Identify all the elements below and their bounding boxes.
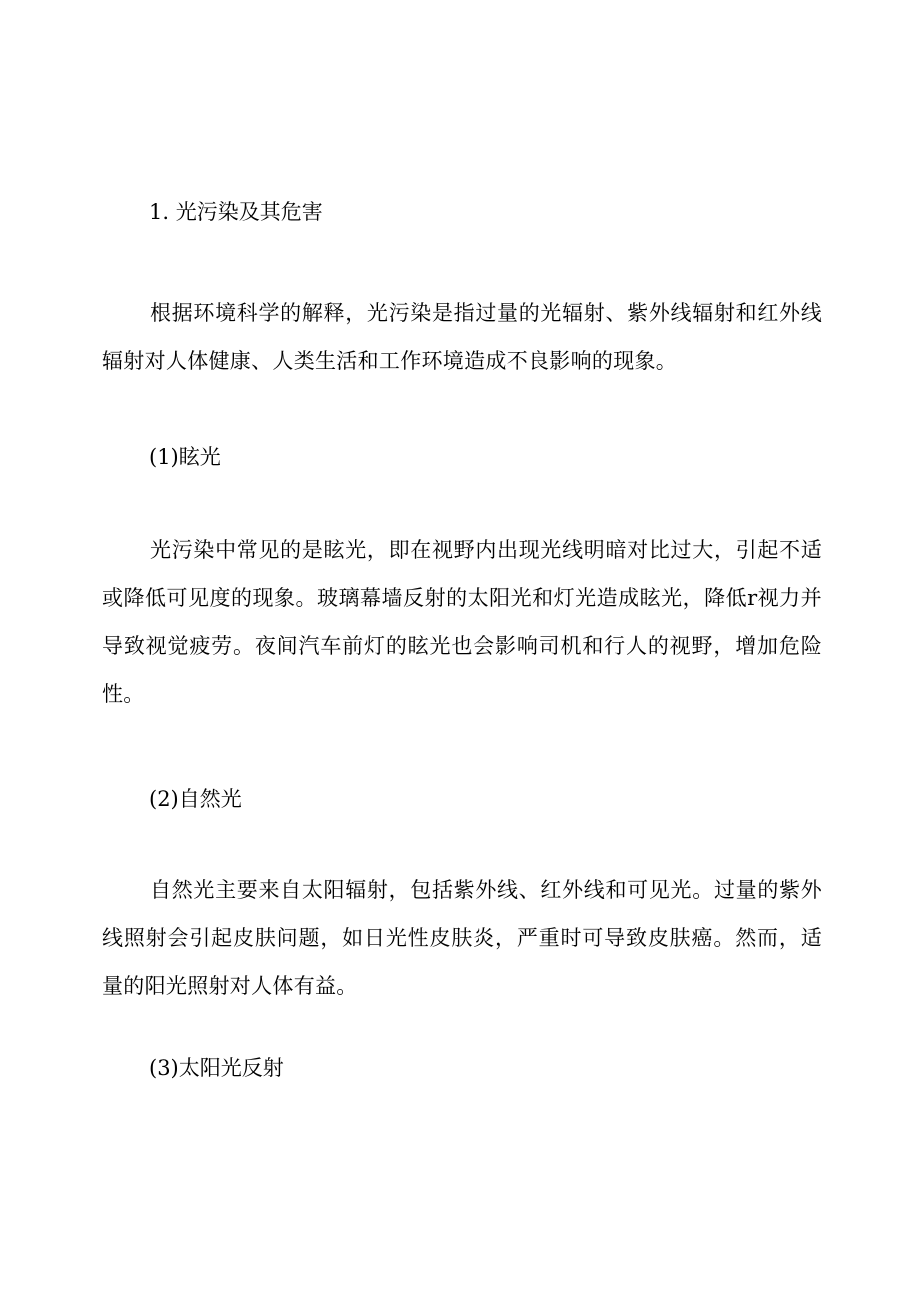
subheading-glare: (1)眩光 (149, 445, 221, 469)
subheading-natural-light: (2)自然光 (149, 787, 242, 811)
paragraph-natural-light: 自然光主要来自太阳辐射，包括紫外线、红外线和可见光。过量的紫外线照射会引起皮肤问题，如日光性皮肤炎，严重时可导致皮肤癌。然而，适量的阳光照射对人体有益。 (102, 878, 822, 998)
subheading-sunlight-reflection: (3)太阳光反射 (149, 1056, 284, 1080)
section-heading-light-pollution: 1. 光污染及其危害 (149, 200, 323, 224)
paragraph-definition: 根据环境科学的解释，光污染是指过量的光辐射、紫外线辐射和红外线辐射对人体健康、人类生活和工作环境造成不良影响的现象。 (102, 301, 822, 373)
paragraph-glare: 光污染中常见的是眩光，即在视野内出现光线明暗对比过大，引起不适或降低可见度的现象。玻璃幕墙反射的太阳光和灯光造成眩光，降低r视力并导致视觉疲劳。夜间汽车前灯的眩光也会影响司机和行人的视野，增加危险性。 (102, 538, 822, 706)
